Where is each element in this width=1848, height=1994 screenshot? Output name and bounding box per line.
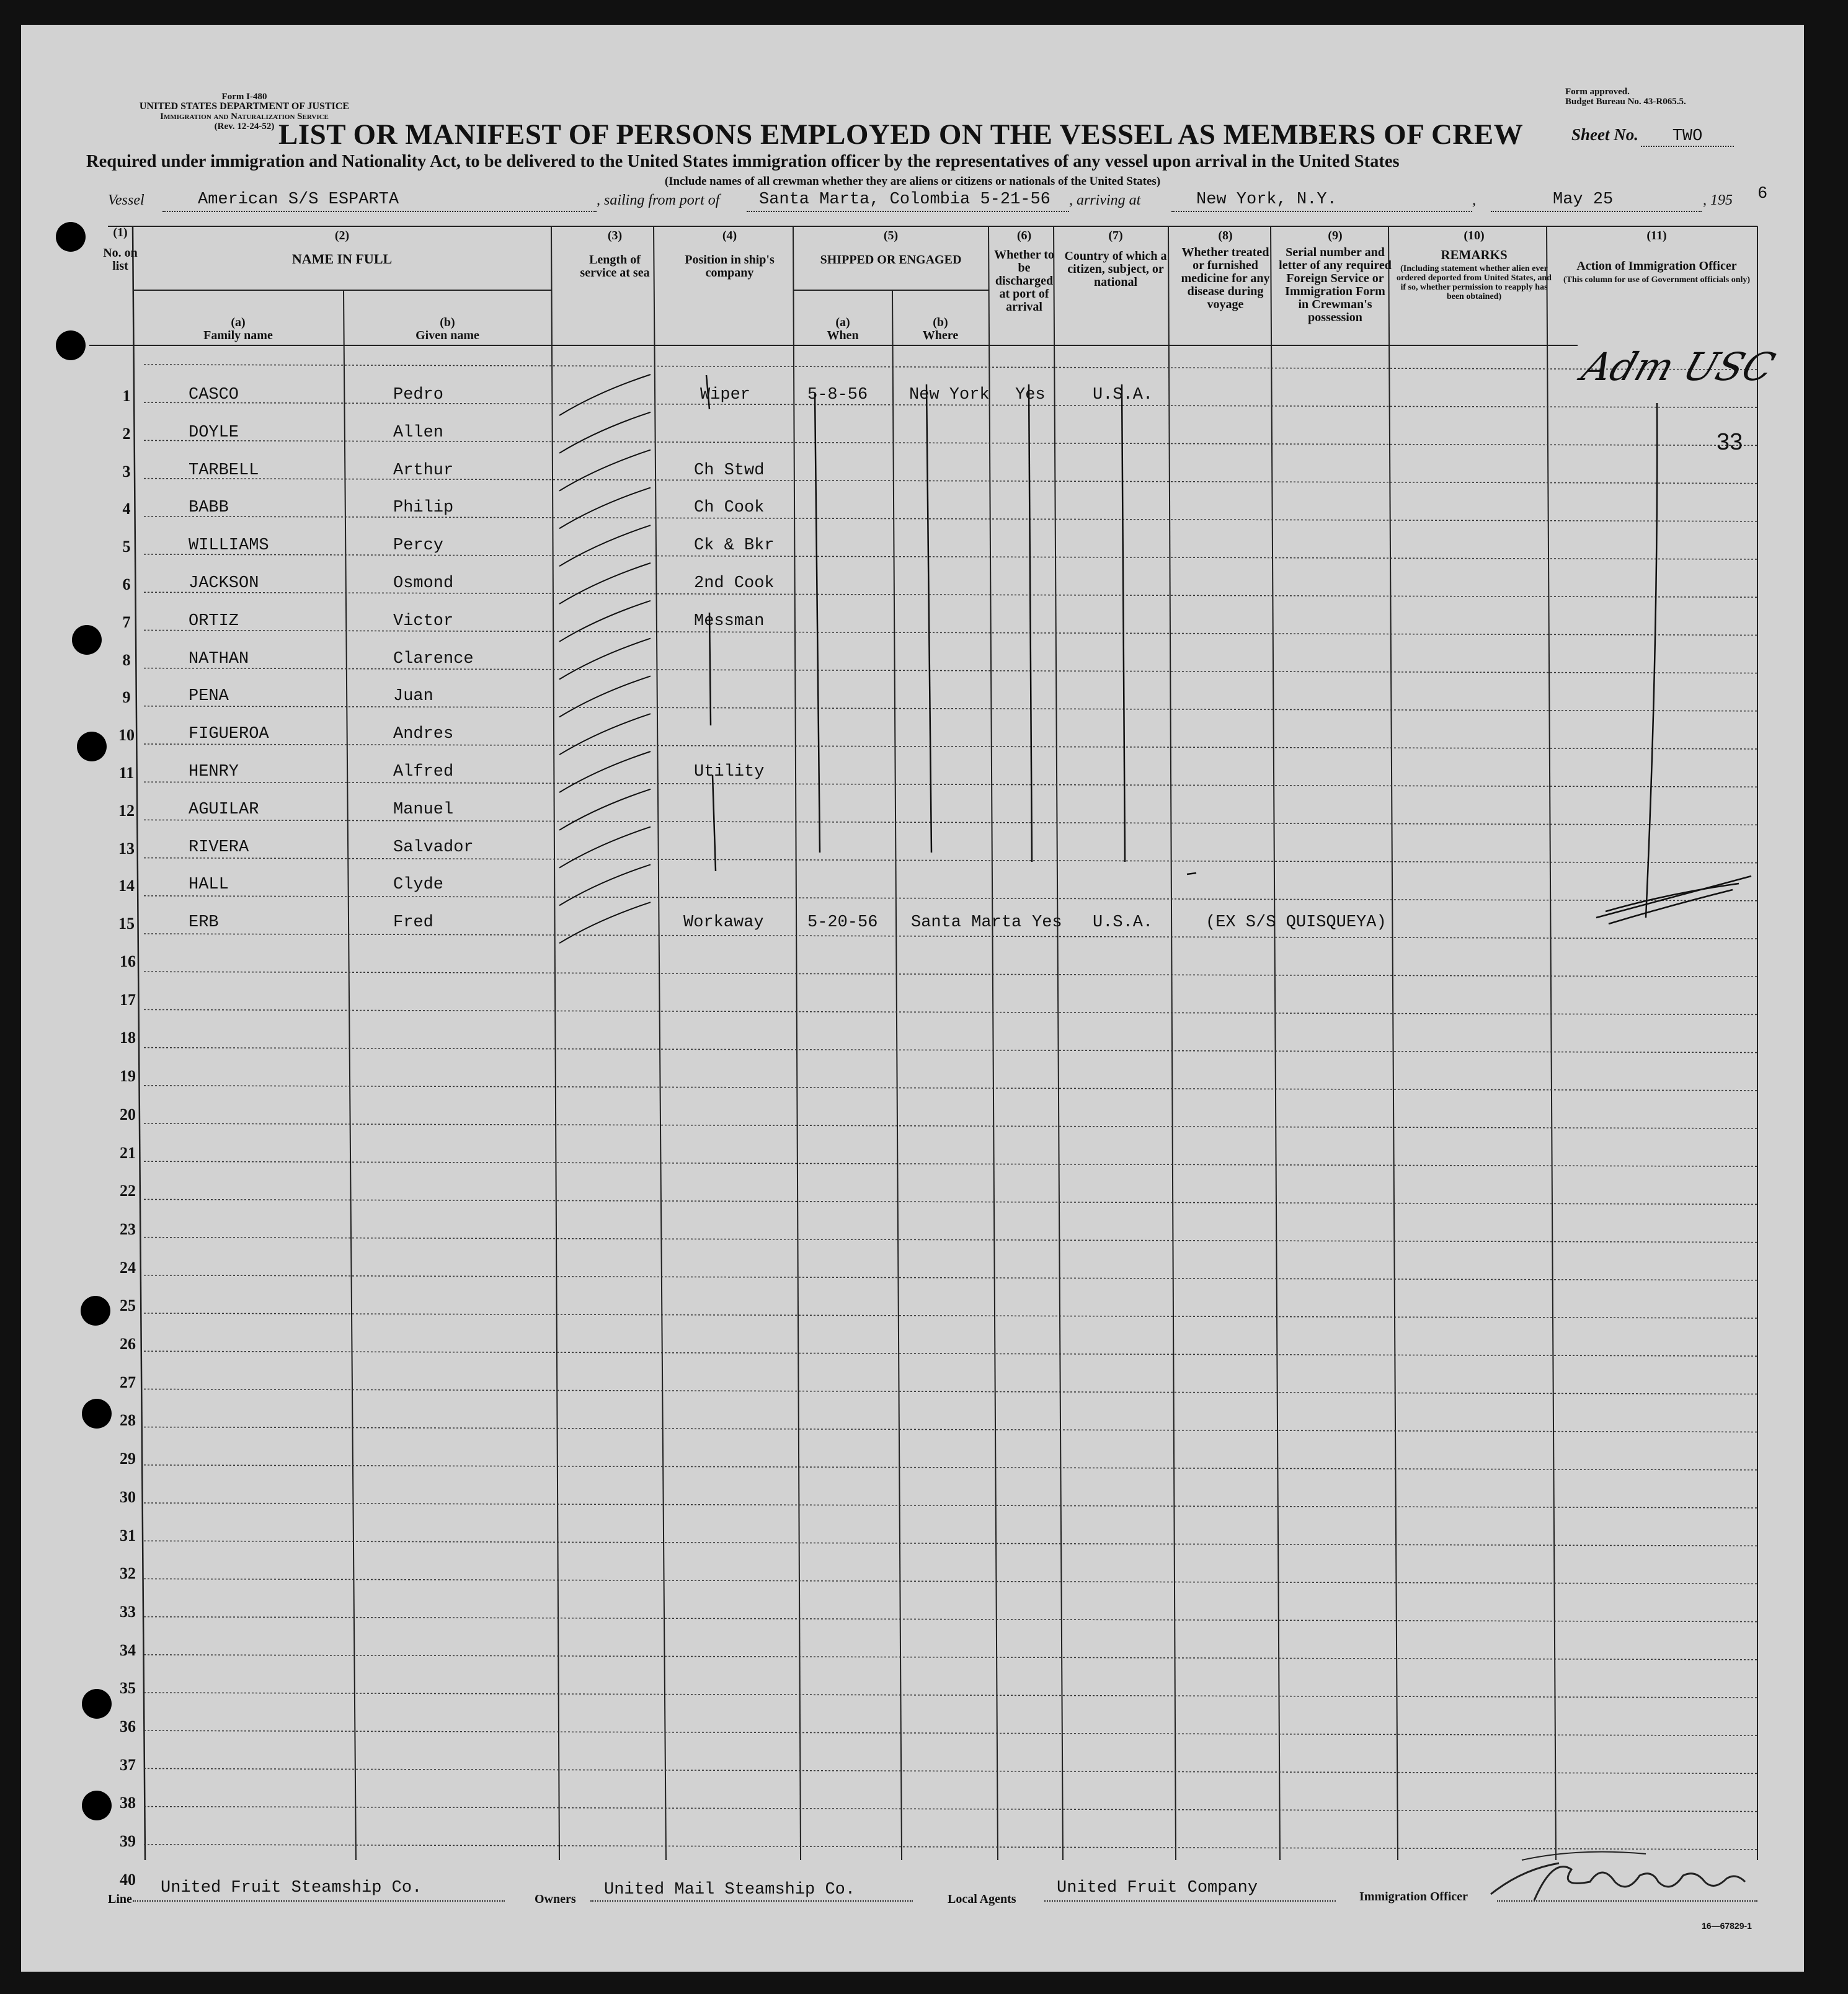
given-name: Clyde bbox=[393, 875, 444, 895]
family-name: BABB bbox=[189, 498, 229, 518]
officer-action-handwritten: Adm USC bbox=[1576, 344, 1781, 389]
col-remarks-title: REMARKS bbox=[1441, 247, 1508, 262]
sheet-number-value: TWO bbox=[1641, 127, 1734, 147]
row-number: 36 bbox=[120, 1717, 136, 1735]
family-name: HALL bbox=[189, 875, 229, 895]
year-label: , 195 bbox=[1703, 192, 1733, 208]
row-number: 35 bbox=[120, 1679, 136, 1698]
line-value: United Fruit Steamship Co. bbox=[161, 1879, 422, 1897]
given-name: Percy bbox=[393, 536, 444, 556]
punch-hole bbox=[81, 1296, 110, 1326]
manifest-sheet bbox=[21, 25, 1804, 1972]
country: U.S.A. bbox=[1093, 386, 1153, 404]
form-code: 16—67829-1 bbox=[1702, 1921, 1752, 1931]
given-name: Allen bbox=[393, 423, 444, 442]
col-remarks-header: (10) REMARKS (Including statement whether alien ever ordered deported from United States, and if so, whether permission to reapply has been obtained) bbox=[1397, 229, 1552, 301]
row-number: 14 bbox=[118, 877, 135, 895]
officer-signature bbox=[1485, 1845, 1770, 1913]
arrival-date: May 25 bbox=[1553, 190, 1614, 209]
sailing-label: , sailing from port of bbox=[597, 192, 720, 208]
punch-hole bbox=[82, 1399, 112, 1429]
row-number: 32 bbox=[120, 1564, 136, 1583]
given-name: Fred bbox=[393, 913, 433, 933]
arriving-label: , arriving at bbox=[1069, 192, 1141, 208]
family-name: ERB bbox=[189, 913, 219, 933]
row-number: 33 bbox=[120, 1602, 136, 1621]
col-name-header: (2) NAME IN FULL bbox=[133, 229, 551, 265]
punch-hole bbox=[56, 222, 86, 252]
vessel-name: American S/S ESPARTA bbox=[198, 190, 399, 209]
row-number: 28 bbox=[120, 1411, 136, 1430]
punch-hole bbox=[82, 1791, 112, 1820]
agents-value: United Fruit Company bbox=[1057, 1879, 1258, 1897]
col-length-title: Length of service at sea bbox=[580, 253, 650, 280]
col-country-header: (7) Country of which a citizen, subject, or national bbox=[1060, 229, 1171, 289]
col-given-title: Given name bbox=[415, 329, 479, 342]
row-number: 23 bbox=[120, 1220, 136, 1238]
position: Messman bbox=[694, 611, 765, 631]
family-name: JACKSON bbox=[189, 574, 259, 593]
row-number: 12 bbox=[118, 801, 135, 820]
service-name: Immigration and Naturalization Service bbox=[160, 112, 329, 122]
country: U.S.A. bbox=[1093, 913, 1153, 933]
budget-bureau: Budget Bureau No. 43-R065.5. bbox=[1565, 97, 1686, 107]
document-subtitle: Required under immigration and Nationality Act, to be delivered to the United States immigration officer by the representatives of any vessel upon arrival in the United States bbox=[86, 152, 1400, 171]
shipped-when: 5-8-56 bbox=[807, 386, 868, 404]
row-number: 2 bbox=[122, 424, 131, 443]
approved-line: Form approved. bbox=[1565, 87, 1630, 97]
agents-label: Local Agents bbox=[948, 1892, 1016, 1906]
col-when-header: (a) When bbox=[793, 316, 892, 342]
row-number: 31 bbox=[120, 1526, 136, 1544]
shipped-where: New York bbox=[909, 386, 990, 404]
family-name: CASCO bbox=[189, 386, 239, 404]
col-discharged-title: Whether to be discharged at port of arrival bbox=[994, 248, 1054, 314]
row-number: 5 bbox=[122, 538, 131, 556]
col-where-header: (b) Where bbox=[892, 316, 988, 342]
given-name: Osmond bbox=[393, 574, 454, 593]
row-number: 15 bbox=[118, 915, 135, 933]
given-name: Arthur bbox=[393, 461, 454, 480]
given-name: Manuel bbox=[393, 800, 454, 819]
row-number: 25 bbox=[120, 1296, 136, 1315]
owners-value: United Mail Steamship Co. bbox=[604, 1881, 856, 1899]
given-name: Clarence bbox=[393, 649, 474, 668]
col-position-title: Position in ship's company bbox=[685, 253, 775, 280]
col-family-header: (a) Family name bbox=[133, 316, 344, 342]
col-given-header: (b) Given name bbox=[344, 316, 551, 342]
position: Ck & Bkr bbox=[694, 536, 775, 556]
col-medicine-title: Whether treated or furnished medicine for any disease during voyage bbox=[1181, 246, 1270, 311]
row-number: 19 bbox=[120, 1067, 136, 1086]
row-number: 22 bbox=[120, 1182, 136, 1200]
punch-hole bbox=[56, 330, 86, 360]
shipped-where: Santa Marta bbox=[911, 913, 1022, 933]
voyage-comma: , bbox=[1472, 192, 1476, 208]
col-when-title: When bbox=[827, 329, 859, 342]
family-name: RIVERA bbox=[189, 838, 249, 857]
family-name: AGUILAR bbox=[189, 800, 259, 819]
col-serial-header: (9) Serial number and letter of any required Foreign Service or Immigration Form in Crewman's possession bbox=[1279, 229, 1392, 324]
row-number: 10 bbox=[118, 726, 135, 745]
col-name-title: NAME IN FULL bbox=[291, 251, 393, 267]
punch-hole bbox=[72, 625, 102, 655]
row-number: 7 bbox=[122, 613, 131, 631]
row-number: 26 bbox=[120, 1335, 136, 1353]
row-number: 40 bbox=[120, 1870, 136, 1889]
given-name: Victor bbox=[393, 611, 454, 631]
col-shipped-header: (5) SHIPPED OR ENGAGED bbox=[793, 229, 988, 267]
col-shipped-title: SHIPPED OR ENGAGED bbox=[820, 253, 962, 267]
row-number: 39 bbox=[120, 1832, 136, 1851]
family-name: WILLIAMS bbox=[189, 536, 269, 556]
col-no-title: No. on list bbox=[103, 246, 138, 273]
given-name: Philip bbox=[393, 498, 454, 518]
punch-hole bbox=[77, 732, 107, 761]
owners-label: Owners bbox=[535, 1892, 576, 1906]
revision: (Rev. 12-24-52) bbox=[214, 122, 275, 131]
row-number: 18 bbox=[120, 1029, 136, 1047]
col-discharged-header: (6) Whether to be discharged at port of arrival bbox=[992, 229, 1057, 314]
family-name: PENA bbox=[189, 687, 229, 706]
given-name: Andres bbox=[393, 725, 454, 744]
col-length-header: (3) Length of service at sea bbox=[576, 229, 654, 280]
col-no-header: (1) No. on list bbox=[102, 226, 139, 273]
row-number: 3 bbox=[122, 462, 131, 481]
row-number: 6 bbox=[122, 575, 131, 593]
col-position-header: (4) Position in ship's company bbox=[666, 229, 793, 280]
position: Workaway bbox=[683, 913, 764, 933]
discharged: Yes bbox=[1015, 386, 1046, 404]
position: 2nd Cook bbox=[694, 574, 775, 593]
department-name: UNITED STATES DEPARTMENT OF JUSTICE bbox=[139, 101, 350, 112]
col-serial-title: Serial number and letter of any required Foreign Service or Immigration Form in Crewman's possession bbox=[1279, 246, 1392, 324]
family-name: HENRY bbox=[189, 763, 239, 781]
row-number: 4 bbox=[122, 500, 131, 518]
row-number: 8 bbox=[122, 650, 131, 669]
punch-hole bbox=[82, 1689, 112, 1719]
line-label: Line bbox=[108, 1892, 132, 1906]
row-number: 34 bbox=[120, 1641, 136, 1659]
row-number: 17 bbox=[120, 990, 136, 1009]
family-name: FIGUEROA bbox=[189, 725, 269, 744]
document-title: LIST OR MANIFEST OF PERSONS EMPLOYED ON THE VESSEL AS MEMBERS OF CREW bbox=[278, 118, 1524, 151]
col-country-title: Country of which a citizen, subject, or national bbox=[1064, 249, 1167, 289]
col-family-title: Family name bbox=[203, 329, 273, 342]
family-name: NATHAN bbox=[189, 649, 249, 668]
sailing-port: Santa Marta, Colombia 5-21-56 bbox=[759, 190, 1051, 209]
family-name: ORTIZ bbox=[189, 611, 239, 631]
family-name: TARBELL bbox=[189, 461, 259, 480]
col-remarks-note: (Including statement whether alien ever ordered deported from United States, and if so, whether permission to reapply has been obtained) bbox=[1397, 264, 1552, 301]
position: Ch Cook bbox=[694, 498, 765, 518]
sheet-number-label: Sheet No. bbox=[1571, 125, 1638, 144]
given-name: Juan bbox=[393, 687, 433, 706]
arrival-port: New York, N.Y. bbox=[1196, 190, 1337, 209]
given-name: Alfred bbox=[393, 763, 454, 781]
col-action-note: (This column for use of Government officials only) bbox=[1563, 275, 1751, 285]
row-number: 1 bbox=[122, 387, 131, 405]
col-action-header: (11) Action of Immigration Officer (This column for use of Government officials only) bbox=[1556, 229, 1757, 285]
position: Ch Stwd bbox=[694, 461, 765, 480]
row-number: 27 bbox=[120, 1373, 136, 1391]
row-number: 30 bbox=[120, 1487, 136, 1506]
col-medicine-header: (8) Whether treated or furnished medicine for any disease during voyage bbox=[1176, 229, 1275, 311]
row-number: 9 bbox=[122, 688, 131, 707]
row-number: 29 bbox=[120, 1450, 136, 1468]
col-where-title: Where bbox=[922, 329, 959, 342]
year-digit: 6 bbox=[1757, 185, 1768, 203]
row-number: 21 bbox=[120, 1143, 136, 1162]
position: Utility bbox=[694, 763, 765, 781]
remarks: (EX S/S QUISQUEYA) bbox=[1206, 913, 1387, 933]
vessel-label: Vessel bbox=[108, 192, 144, 208]
given-name: Pedro bbox=[393, 386, 444, 404]
row-number: 13 bbox=[118, 839, 135, 857]
discharged: Yes bbox=[1032, 913, 1062, 933]
include-note: (Include names of all crewman whether they are aliens or citizens or nationals of the United States) bbox=[664, 175, 1161, 188]
row-number: 20 bbox=[120, 1105, 136, 1123]
officer-label: Immigration Officer bbox=[1359, 1890, 1468, 1903]
officer-action-count: 33 bbox=[1717, 429, 1743, 455]
row-number: 37 bbox=[120, 1755, 136, 1774]
row-number: 16 bbox=[120, 952, 136, 970]
row-number: 24 bbox=[120, 1258, 136, 1277]
shipped-when: 5-20-56 bbox=[807, 913, 878, 933]
form-number: Form I-480 bbox=[221, 92, 267, 102]
row-number: 11 bbox=[118, 764, 135, 782]
position: Wiper bbox=[700, 386, 751, 404]
col-action-title: Action of Immigration Officer bbox=[1576, 259, 1737, 273]
row-number: 38 bbox=[120, 1794, 136, 1812]
given-name: Salvador bbox=[393, 838, 474, 857]
family-name: DOYLE bbox=[189, 423, 239, 442]
